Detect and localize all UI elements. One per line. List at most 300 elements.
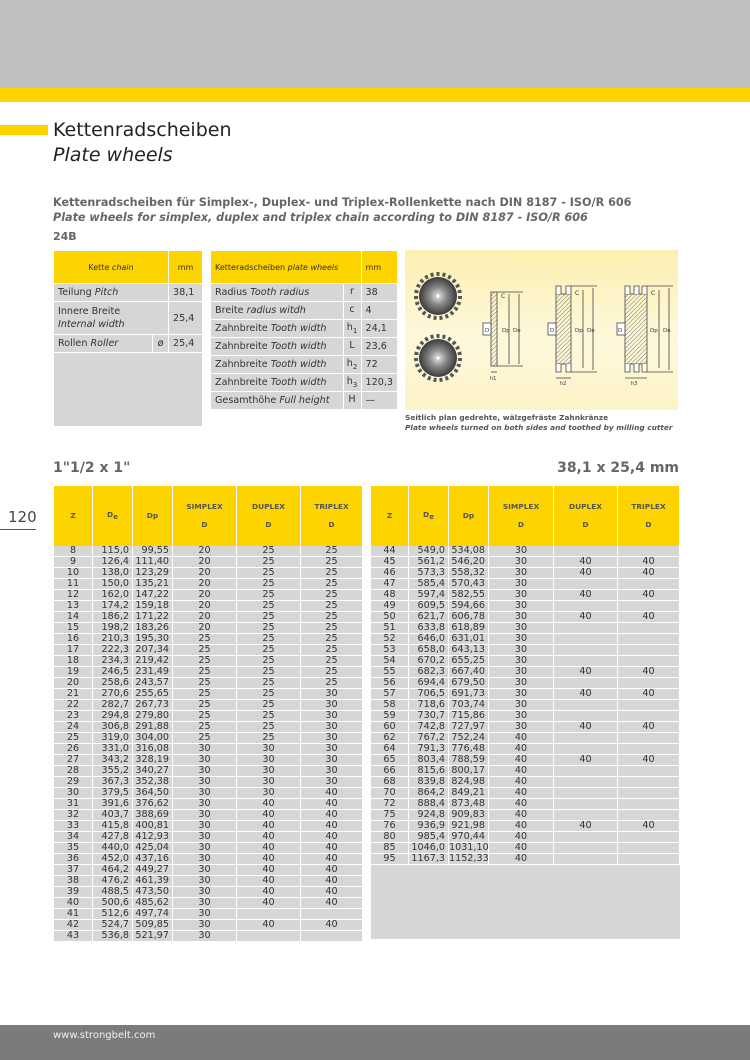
chain-header-en: chain [111, 262, 134, 272]
cell-triplex: 30 [301, 755, 363, 766]
wheel-row-label [211, 302, 344, 320]
table-row [371, 854, 680, 865]
cell-triplex: 40 [301, 854, 363, 865]
chain-spec-table [53, 250, 203, 427]
col-duplex-label: DUPLEX [251, 502, 285, 511]
label-en: Pitch [94, 287, 119, 298]
cell-triplex [618, 711, 680, 722]
cell-de: 319,0 [93, 733, 133, 744]
cell-duplex: 30 [237, 788, 301, 799]
cell-duplex: 30 [237, 777, 301, 788]
wheel-row [211, 356, 398, 374]
cell-de: 694,4 [409, 678, 449, 689]
wheel-row-value: 120,3 [361, 374, 397, 392]
cell-z: 33 [54, 821, 93, 832]
cell-triplex [618, 601, 680, 612]
cell-z: 20 [54, 678, 93, 689]
cell-simplex: 30 [173, 810, 237, 821]
figure-caption-de: Seitlich plan gedrehte, wälzgefräste Zahnkränze [405, 413, 609, 422]
wheel-row-value: 4 [361, 302, 397, 320]
col-simplex-label: SIMPLEX [186, 502, 223, 511]
cell-duplex: 25 [237, 590, 301, 601]
table-row [54, 711, 363, 722]
cell-z: 44 [371, 546, 409, 557]
label-h3: h3 [631, 381, 638, 387]
cell-duplex: 25 [237, 733, 301, 744]
cell-duplex [554, 810, 618, 821]
cell-simplex: 30 [489, 579, 554, 590]
cell-triplex: 25 [301, 667, 363, 678]
cell-duplex: 30 [237, 744, 301, 755]
table-row [54, 920, 363, 931]
cell-z: 13 [54, 601, 93, 612]
cell-triplex: 40 [301, 865, 363, 876]
cell-dp: 752,24 [449, 733, 489, 744]
cell-simplex: 40 [489, 832, 554, 843]
cell-triplex: 30 [301, 711, 363, 722]
table-filler [371, 865, 680, 940]
cell-dp: 400,81 [133, 821, 173, 832]
cell-z: 62 [371, 733, 409, 744]
label-de: Rollen [58, 338, 88, 349]
table-row [54, 612, 363, 623]
table-header-row [371, 486, 680, 546]
cell-triplex [618, 623, 680, 634]
col-duplex-label: DUPLEX [568, 502, 602, 511]
cell-dp: 111,40 [133, 557, 173, 568]
cell-triplex: 25 [301, 590, 363, 601]
cell-dp: 364,50 [133, 788, 173, 799]
cell-simplex: 20 [173, 623, 237, 634]
cell-duplex: 40 [554, 557, 618, 568]
label-h2: h2 [560, 381, 567, 387]
cell-duplex: 40 [554, 590, 618, 601]
cell-simplex: 25 [173, 689, 237, 700]
cell-duplex [554, 777, 618, 788]
cell-de: 427,8 [93, 832, 133, 843]
cell-simplex: 25 [173, 711, 237, 722]
cell-triplex: 40 [618, 821, 680, 832]
wheel-header-de: Ketteradscheiben [215, 262, 286, 272]
cell-triplex [618, 843, 680, 854]
cell-de: 985,4 [409, 832, 449, 843]
cell-de: 585,4 [409, 579, 449, 590]
col-simplex [489, 486, 554, 546]
cell-z: 21 [54, 689, 93, 700]
table-row [371, 843, 680, 854]
wheel-row-value: 24,1 [361, 320, 397, 338]
cell-triplex: 40 [301, 788, 363, 799]
cell-triplex: 25 [301, 634, 363, 645]
chain-row-label [54, 284, 169, 302]
cell-z: 80 [371, 832, 409, 843]
cell-duplex: 25 [237, 689, 301, 700]
cell-duplex: 40 [554, 568, 618, 579]
cell-triplex: 30 [301, 733, 363, 744]
cell-dp: 123,29 [133, 568, 173, 579]
cell-duplex [554, 678, 618, 689]
cell-de: 258,6 [93, 678, 133, 689]
cell-simplex: 20 [173, 557, 237, 568]
cell-de: 633,8 [409, 623, 449, 634]
col-de [93, 486, 133, 546]
col-simplex-label: SIMPLEX [502, 502, 540, 511]
cell-z: 53 [371, 645, 409, 656]
cell-de: 294,8 [93, 711, 133, 722]
cell-simplex: 40 [489, 799, 554, 810]
cell-simplex: 30 [173, 876, 237, 887]
label-de: Zahnbreite [215, 359, 268, 370]
cell-de: 536,8 [93, 931, 133, 942]
label-en: Tooth width [270, 359, 327, 370]
cell-triplex: 30 [301, 722, 363, 733]
cell-dp: 352,38 [133, 777, 173, 788]
cell-de: 573,3 [409, 568, 449, 579]
table-row [54, 854, 363, 865]
cell-de: 549,0 [409, 546, 449, 557]
cell-duplex [554, 601, 618, 612]
cell-dp: 135,21 [133, 579, 173, 590]
wheel-row-value: — [361, 392, 397, 410]
cell-triplex [618, 656, 680, 667]
cell-simplex: 25 [173, 722, 237, 733]
table-row [371, 711, 680, 722]
cell-de: 864,2 [409, 788, 449, 799]
table-row [54, 788, 363, 799]
cell-triplex [618, 700, 680, 711]
col-de-label: D [107, 510, 114, 519]
cell-de: 210,3 [93, 634, 133, 645]
chain-header-unit: mm [169, 251, 203, 284]
cell-simplex: 25 [173, 700, 237, 711]
wheel-row [211, 284, 398, 302]
cell-dp: 521,97 [133, 931, 173, 942]
cell-dp: 497,74 [133, 909, 173, 920]
cell-de: 512,6 [93, 909, 133, 920]
cell-duplex: 40 [554, 821, 618, 832]
table-row [371, 568, 680, 579]
cell-de: 815,6 [409, 766, 449, 777]
table-row [371, 689, 680, 700]
cell-de: 331,0 [93, 744, 133, 755]
cell-duplex [554, 766, 618, 777]
chain-series-label: 24B [53, 230, 77, 243]
wheel-row-label [211, 338, 344, 356]
cell-de: 500,6 [93, 898, 133, 909]
cell-duplex: 40 [237, 810, 301, 821]
cell-triplex: 25 [301, 645, 363, 656]
table-row [371, 612, 680, 623]
cell-de: 186,2 [93, 612, 133, 623]
cell-simplex: 25 [173, 656, 237, 667]
empty-cell [54, 353, 203, 427]
cell-de: 452,0 [93, 854, 133, 865]
table-row [54, 634, 363, 645]
cell-z: 36 [54, 854, 93, 865]
table-row [371, 590, 680, 601]
chain-row-value: 38,1 [169, 284, 203, 302]
cell-de: 379,5 [93, 788, 133, 799]
table-row [371, 733, 680, 744]
cell-z: 26 [54, 744, 93, 755]
cell-dp: 279,80 [133, 711, 173, 722]
cell-simplex: 30 [489, 689, 554, 700]
cell-duplex: 40 [237, 843, 301, 854]
table-row [371, 766, 680, 777]
cell-dp: 643,13 [449, 645, 489, 656]
cell-dp: 873,48 [449, 799, 489, 810]
table-row [371, 700, 680, 711]
label-c: C [501, 293, 506, 300]
cell-duplex [237, 931, 301, 942]
col-triplex-d: D [645, 520, 652, 529]
cell-simplex: 30 [173, 832, 237, 843]
label-en: Tooth width [270, 377, 327, 388]
cell-triplex [618, 546, 680, 557]
cell-triplex [618, 744, 680, 755]
label-de: De [663, 328, 671, 334]
cell-z: 55 [371, 667, 409, 678]
symbol: h [346, 376, 353, 388]
cell-simplex: 30 [173, 920, 237, 931]
cell-triplex [618, 810, 680, 821]
col-dp: Dp [449, 486, 489, 546]
col-triplex-label: TRIPLEX [314, 502, 349, 511]
cell-de: 924,8 [409, 810, 449, 821]
cell-simplex: 30 [173, 821, 237, 832]
cell-triplex: 40 [618, 689, 680, 700]
website-link[interactable]: www.strongbelt.com [53, 1030, 156, 1041]
cell-duplex: 25 [237, 711, 301, 722]
wheel-row-symbol [343, 392, 361, 410]
chain-row-symbol: ø [153, 335, 169, 353]
cell-de: 621,7 [409, 612, 449, 623]
cell-dp: 207,34 [133, 645, 173, 656]
cell-triplex: 30 [301, 744, 363, 755]
chain-row-label [54, 302, 169, 335]
wheel-row-value: 38 [361, 284, 397, 302]
cell-simplex: 40 [489, 843, 554, 854]
wheel-row-symbol [343, 338, 361, 356]
cell-dp: 509,85 [133, 920, 173, 931]
cell-duplex: 25 [237, 612, 301, 623]
table-row [371, 667, 680, 678]
cell-z: 38 [54, 876, 93, 887]
cell-simplex: 40 [489, 788, 554, 799]
col-de-label: D [423, 510, 430, 519]
cell-duplex: 25 [237, 546, 301, 557]
cell-simplex: 30 [489, 656, 554, 667]
label-de: Zahnbreite [215, 323, 268, 334]
table-row [54, 546, 363, 557]
cell-z: 45 [371, 557, 409, 568]
table-row [54, 909, 363, 920]
cell-duplex: 40 [554, 667, 618, 678]
top-band [0, 0, 750, 88]
figure-caption-en: Plate wheels turned on both sides and toothed by milling cutter [405, 423, 673, 432]
cell-z: 8 [54, 546, 93, 557]
cell-z: 24 [54, 722, 93, 733]
wheel-table-header [211, 251, 398, 284]
table-row [54, 557, 363, 568]
cell-triplex: 40 [618, 667, 680, 678]
label-dp: Dp [575, 328, 583, 334]
cell-simplex: 30 [173, 766, 237, 777]
cell-de: 658,0 [409, 645, 449, 656]
cell-dp: 255,65 [133, 689, 173, 700]
cell-z: 27 [54, 755, 93, 766]
cell-dp: 800,17 [449, 766, 489, 777]
accent-stripe [0, 88, 750, 102]
cell-triplex: 25 [301, 678, 363, 689]
cell-duplex: 40 [237, 865, 301, 876]
cell-de: 767,2 [409, 733, 449, 744]
cell-de: 162,0 [93, 590, 133, 601]
cell-z: 15 [54, 623, 93, 634]
cell-triplex [618, 854, 680, 865]
cell-dp: 171,22 [133, 612, 173, 623]
table-row [371, 678, 680, 689]
cell-triplex: 25 [301, 612, 363, 623]
cell-dp: 340,27 [133, 766, 173, 777]
cell-z: 25 [54, 733, 93, 744]
size-label-inch: 1"1/2 x 1" [53, 460, 131, 476]
cell-duplex [554, 579, 618, 590]
symbol-sub: 3 [352, 380, 358, 389]
col-triplex-d: D [328, 520, 335, 529]
cell-simplex: 20 [173, 590, 237, 601]
cell-triplex [618, 799, 680, 810]
cell-z: 60 [371, 722, 409, 733]
page-title-en: Plate wheels [53, 144, 173, 166]
cell-dp: 195,30 [133, 634, 173, 645]
cell-duplex [554, 700, 618, 711]
cell-duplex: 40 [237, 898, 301, 909]
cell-duplex: 25 [237, 579, 301, 590]
cell-duplex [554, 656, 618, 667]
cell-dp: 376,62 [133, 799, 173, 810]
col-duplex [554, 486, 618, 546]
cell-dp: 655,25 [449, 656, 489, 667]
cell-triplex [618, 579, 680, 590]
label-dp: Dp [650, 328, 658, 334]
cell-dp: 316,08 [133, 744, 173, 755]
cell-simplex: 30 [173, 887, 237, 898]
cell-duplex: 25 [237, 557, 301, 568]
cell-de: 440,0 [93, 843, 133, 854]
cell-triplex: 25 [301, 568, 363, 579]
cell-triplex [618, 645, 680, 656]
cell-triplex: 25 [301, 601, 363, 612]
cell-triplex: 40 [301, 898, 363, 909]
col-simplex [173, 486, 237, 546]
cell-triplex [301, 931, 363, 942]
cell-duplex: 25 [237, 700, 301, 711]
cell-triplex: 40 [301, 799, 363, 810]
cell-de: 415,8 [93, 821, 133, 832]
cell-simplex: 30 [173, 744, 237, 755]
cell-duplex: 30 [237, 755, 301, 766]
wheel-row [211, 338, 398, 356]
cell-triplex: 30 [301, 766, 363, 777]
table-row [371, 546, 680, 557]
cell-triplex: 40 [618, 590, 680, 601]
cell-duplex: 40 [554, 722, 618, 733]
table-row [371, 579, 680, 590]
cell-de: 488,5 [93, 887, 133, 898]
size-label-mm: 38,1 x 25,4 mm [557, 460, 679, 476]
cell-triplex: 40 [618, 612, 680, 623]
cell-de: 1046,0 [409, 843, 449, 854]
table-row [371, 810, 680, 821]
cell-z: 59 [371, 711, 409, 722]
chain-table-header [54, 251, 203, 284]
cell-z: 28 [54, 766, 93, 777]
label-de: Breite [215, 305, 244, 316]
page-number: 120 [8, 508, 37, 526]
cell-z: 52 [371, 634, 409, 645]
table-row [54, 579, 363, 590]
cell-de: 115,0 [93, 546, 133, 557]
cell-simplex: 30 [173, 865, 237, 876]
cell-triplex: 25 [301, 623, 363, 634]
cell-triplex: 40 [301, 843, 363, 854]
wheel-row [211, 320, 398, 338]
cell-de: 670,2 [409, 656, 449, 667]
table-row [54, 678, 363, 689]
cell-simplex: 40 [489, 854, 554, 865]
cell-simplex: 30 [489, 722, 554, 733]
cell-duplex: 40 [237, 876, 301, 887]
cell-simplex: 40 [489, 810, 554, 821]
cell-dp: 183,26 [133, 623, 173, 634]
table-row [54, 931, 363, 942]
cell-duplex: 25 [237, 568, 301, 579]
table-row [54, 700, 363, 711]
label-de: Gesamthöhe [215, 395, 277, 406]
cell-simplex: 40 [489, 766, 554, 777]
symbol: H [348, 394, 356, 406]
cell-duplex: 25 [237, 645, 301, 656]
cell-simplex: 30 [173, 931, 237, 942]
cell-duplex [554, 843, 618, 854]
table-row [371, 645, 680, 656]
chain-row [54, 284, 203, 302]
cell-dp: 147,22 [133, 590, 173, 601]
cell-z: 54 [371, 656, 409, 667]
cell-z: 42 [54, 920, 93, 931]
cell-dp: 582,55 [449, 590, 489, 601]
cell-de: 1167,3 [409, 854, 449, 865]
label-de: De [513, 328, 521, 334]
cell-dp: 485,62 [133, 898, 173, 909]
cell-duplex: 25 [237, 678, 301, 689]
col-de [409, 486, 449, 546]
label-en: Full height [279, 395, 330, 406]
table-row [54, 887, 363, 898]
cell-dp: 631,01 [449, 634, 489, 645]
wheel-row [211, 392, 398, 410]
cell-z: 51 [371, 623, 409, 634]
cell-duplex: 25 [237, 667, 301, 678]
cell-dp: 304,00 [133, 733, 173, 744]
col-duplex-d: D [582, 520, 589, 529]
cell-z: 76 [371, 821, 409, 832]
wheel-header-en: plate wheels [287, 262, 339, 272]
table-row [54, 733, 363, 744]
cell-duplex: 40 [237, 821, 301, 832]
table-row [371, 634, 680, 645]
